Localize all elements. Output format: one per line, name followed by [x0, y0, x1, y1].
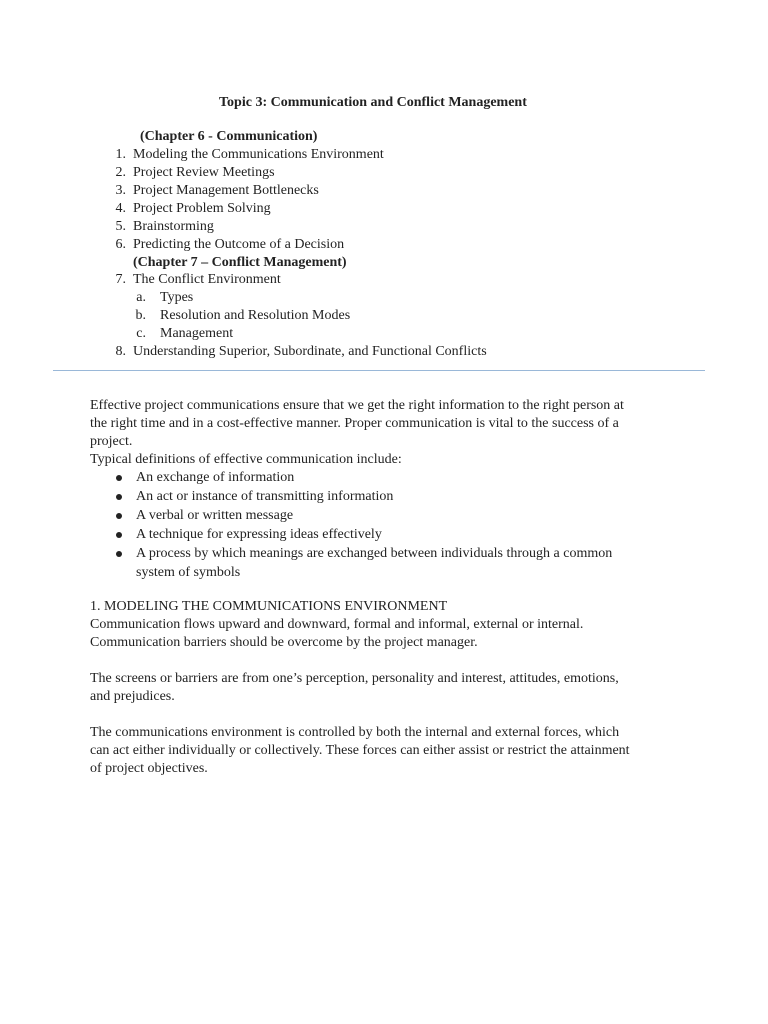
bullet-item-continuation: system of symbols	[136, 565, 241, 580]
list-item: Project Problem Solving	[133, 201, 271, 216]
list-item: Project Management Bottlenecks	[133, 183, 319, 198]
list-item-number: 1.	[115, 147, 126, 162]
list-item-number: 8.	[115, 344, 126, 359]
bullet-item: A technique for expressing ideas effectively	[136, 527, 382, 542]
list-item: Modeling the Communications Environment	[133, 147, 384, 162]
bullet-icon	[116, 513, 122, 519]
paragraph-line: can act either individually or collectively. These forces can either assist or restrict the attainment	[90, 743, 630, 758]
chapter-7-heading: (Chapter 7 – Conflict Management)	[133, 255, 347, 270]
paragraph-line: Effective project communications ensure that we get the right information to the right person at	[90, 398, 624, 413]
bullet-icon	[116, 532, 122, 538]
sub-item: Types	[160, 290, 194, 305]
sub-item-letter: c.	[136, 326, 146, 341]
list-item: Predicting the Outcome of a Decision	[133, 237, 345, 252]
list-item-number: 3.	[115, 183, 126, 198]
section-divider	[53, 370, 705, 371]
paragraph-line: Communication barriers should be overcome by the project manager.	[90, 635, 478, 650]
paragraph-line: The screens or barriers are from one’s perception, personality and interest, attitudes, emotions,	[90, 671, 619, 686]
paragraph-line: Communication flows upward and downward, formal and informal, external or internal.	[90, 617, 584, 632]
bullet-icon	[116, 551, 122, 557]
bullet-icon	[116, 475, 122, 481]
paragraph-line: project.	[90, 434, 133, 449]
bullet-icon	[116, 494, 122, 500]
definitions-lead: Typical definitions of effective communication include:	[90, 452, 402, 467]
bullet-item: A process by which meanings are exchanged between individuals through a common	[136, 546, 613, 561]
bullet-item: An act or instance of transmitting information	[136, 489, 394, 504]
paragraph-line: The communications environment is controlled by both the internal and external forces, which	[90, 725, 620, 740]
paragraph-line: the right time and in a cost-effective manner. Proper communication is vital to the success of a	[90, 416, 619, 431]
paragraph-line: of project objectives.	[90, 761, 208, 776]
list-item-number: 4.	[115, 201, 126, 216]
list-item: Brainstorming	[133, 219, 214, 234]
sub-item: Resolution and Resolution Modes	[160, 308, 351, 323]
paragraph-line: and prejudices.	[90, 689, 175, 704]
sub-item: Management	[160, 326, 234, 341]
list-item-number: 6.	[115, 237, 126, 252]
section-heading: 1. MODELING THE COMMUNICATIONS ENVIRONMENT	[90, 599, 448, 614]
list-item-number: 2.	[115, 165, 126, 180]
list-item-number: 7.	[115, 272, 126, 287]
list-item: Understanding Superior, Subordinate, and Functional Conflicts	[133, 344, 487, 359]
list-item-number: 5.	[115, 219, 126, 234]
bullet-item: A verbal or written message	[136, 508, 294, 523]
chapter-6-heading: (Chapter 6 - Communication)	[140, 129, 318, 144]
sub-item-letter: b.	[135, 308, 146, 323]
sub-item-letter: a.	[136, 290, 146, 305]
list-item: Project Review Meetings	[133, 165, 275, 180]
page-title: Topic 3: Communication and Conflict Management	[219, 95, 527, 110]
list-item: The Conflict Environment	[133, 272, 281, 287]
bullet-item: An exchange of information	[136, 470, 295, 485]
